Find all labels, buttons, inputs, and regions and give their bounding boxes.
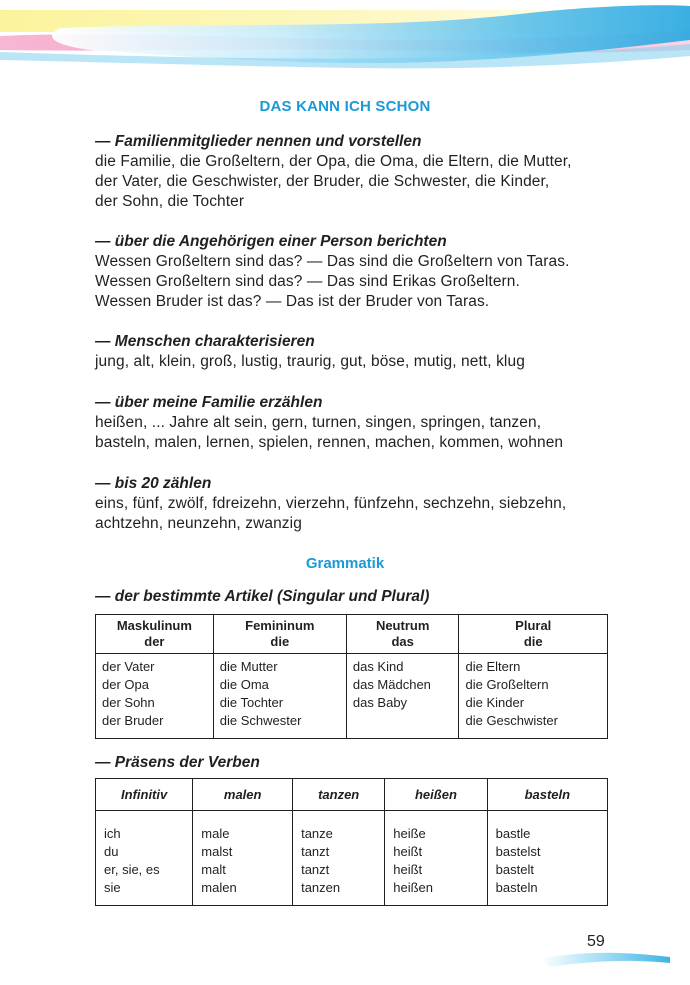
top-wave-banner [0,0,690,90]
section-line: der Sohn, die Tochter [95,193,245,210]
table-header-cell: Maskulinum der [96,615,214,654]
table-header-cell: Neutrum das [346,615,459,654]
table-cell: bastle bastelst bastelt basteln [487,811,607,906]
table-header-cell: basteln [487,779,607,811]
section-line: Wessen Bruder ist das? — Das ist der Bruder von Taras. [95,293,490,310]
table-header-cell: Infinitiv [96,779,193,811]
table-header-cell: Femininum die [213,615,346,654]
table-cell: male malst malt malen [193,811,293,906]
verbs-heading: — Präsens der Verben [95,754,260,771]
table-cell: die Eltern die Großeltern die Kinder die Geschwister [459,654,608,739]
section-line: der Vater, die Geschwister, der Bruder, die Schwester, die Kinder, [95,173,550,190]
section-heading: — Menschen charakterisieren [95,333,315,350]
section-line: Wessen Großeltern sind das? — Das sind Erikas Großeltern. [95,273,520,290]
section-counting [95,474,610,534]
section-relatives [95,232,610,312]
table-cell: heiße heißt heißt heißen [385,811,487,906]
section-line: basteln, malen, lernen, spielen, rennen, machen, kommen, wohnen [95,434,564,451]
articles-table [95,614,608,739]
page-title: DAS KANN ICH SCHON [259,98,431,115]
table-header-row [96,615,608,654]
section-line: jung, alt, klein, groß, lustig, traurig, gut, böse, mutig, nett, klug [95,353,525,370]
section-family-members [95,132,610,212]
grammar-title: Grammatik [305,555,385,572]
section-line: eins, fünf, zwölf, fdreizehn, vierzehn, fünfzehn, sechzehn, siebzehn, [95,495,567,512]
table-cell: die Mutter die Oma die Tochter die Schwester [213,654,346,739]
table-header-cell: malen [193,779,293,811]
table-cell: der Vater der Opa der Sohn der Bruder [96,654,214,739]
table-row [96,811,608,906]
section-line: die Familie, die Großeltern, der Opa, die Oma, die Eltern, die Mutter, [95,153,572,170]
section-line: achtzehn, neunzehn, zwanzig [95,515,302,532]
table-header-cell: Plural die [459,615,608,654]
section-heading: — über die Angehörigen einer Person berichten [95,233,447,250]
section-my-family [95,393,610,453]
page-number: 59 [587,933,605,950]
section-heading: — über meine Familie erzählen [95,394,323,411]
articles-heading: — der bestimmte Artikel (Singular und Plural) [95,588,430,605]
verbs-table [95,778,608,906]
table-cell: tanze tanzt tanzt tanzen [293,811,385,906]
table-cell: das Kind das Mädchen das Baby [346,654,459,739]
table-cell: ich du er, sie, es sie [96,811,193,906]
section-line: heißen, ... Jahre alt sein, gern, turnen, singen, springen, tanzen, [95,414,542,431]
articles-heading-block [95,587,610,607]
section-heading: — Familienmitglieder nennen und vorstellen [95,133,422,150]
verbs-heading-block [95,753,610,773]
table-header-row [96,779,608,811]
section-line: Wessen Großeltern sind das? — Das sind die Großeltern von Taras. [95,253,570,270]
bottom-wave-decoration [540,945,670,975]
table-header-cell: heißen [385,779,487,811]
table-row [96,654,608,739]
section-characterize [95,332,610,372]
table-header-cell: tanzen [293,779,385,811]
section-heading: — bis 20 zählen [95,475,212,492]
